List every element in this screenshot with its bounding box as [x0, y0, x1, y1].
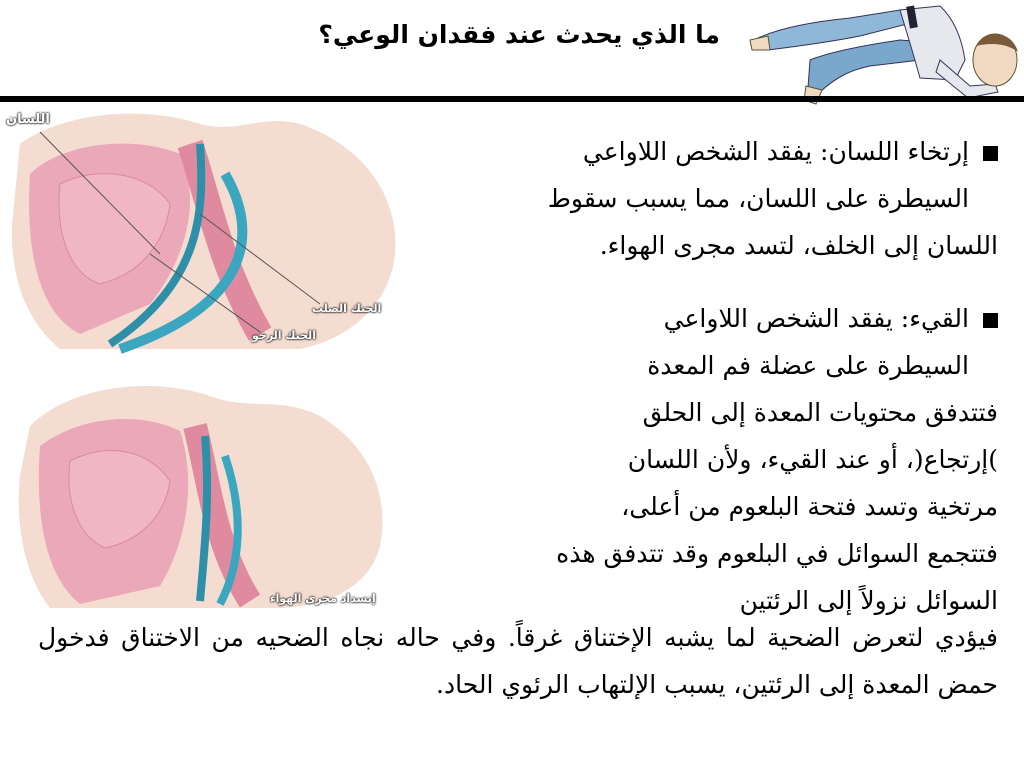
label-hard-palate: الحنك الصلب — [312, 302, 382, 315]
bullet1-line3: اللسان إلى الخلف، لتسد مجرى الهواء. — [599, 231, 998, 260]
bullet2-line7: السوائل نزولاً إلى الرئتين — [739, 586, 998, 615]
bullet-square-icon — [983, 313, 998, 328]
bullet1-line1: إرتخاء اللسان: يفقد الشخص اللاواعي — [582, 137, 969, 166]
airway-illustration-obstruction — [0, 376, 390, 610]
bullet2-line2: السيطرة على عضلة فم المعدة — [647, 351, 969, 380]
bullet-vomiting — [438, 295, 998, 624]
bullet2-line1: القيء: يفقد الشخص اللاواعي — [663, 304, 969, 333]
bullet-square-icon — [983, 146, 998, 161]
page-title: ما الذي يحدث عند فقدان الوعي؟ — [318, 20, 720, 49]
title-divider — [0, 96, 1024, 102]
airway-illustration-tongue — [0, 104, 420, 356]
bullet1-line2: السيطرة على اللسان، مما يسبب سقوط — [547, 184, 969, 213]
bullet2-line4: )إرتجاع(، أو عند القيء، ولأن اللسان — [627, 445, 998, 474]
label-soft-palate: الحنك الرخو — [252, 329, 316, 342]
label-airway-obstruction: إنسداد مجرى الهواء — [270, 592, 376, 605]
bullet2-line5: مرتخية وتسد فتحة البلعوم من أعلى، — [621, 492, 998, 521]
bullet2-line6: فتتجمع السوائل في البلعوم وقد تتدفق هذه — [556, 539, 998, 568]
bullet2-line3: فتتدفق محتويات المعدة إلى الحلق — [642, 398, 998, 427]
label-tongue: اللسان — [6, 112, 50, 127]
bullet-tongue-relaxation — [438, 128, 998, 269]
bottom-paragraph: فيؤدي لتعرض الضحية لما يشبه الإختناق غرقاً. وفي حاله نجاه الضحيه من الاختناق فدخول حمض المعدة إلى الرئتين، يسبب الإلتهاب الرئوي الحاد. — [38, 623, 998, 699]
